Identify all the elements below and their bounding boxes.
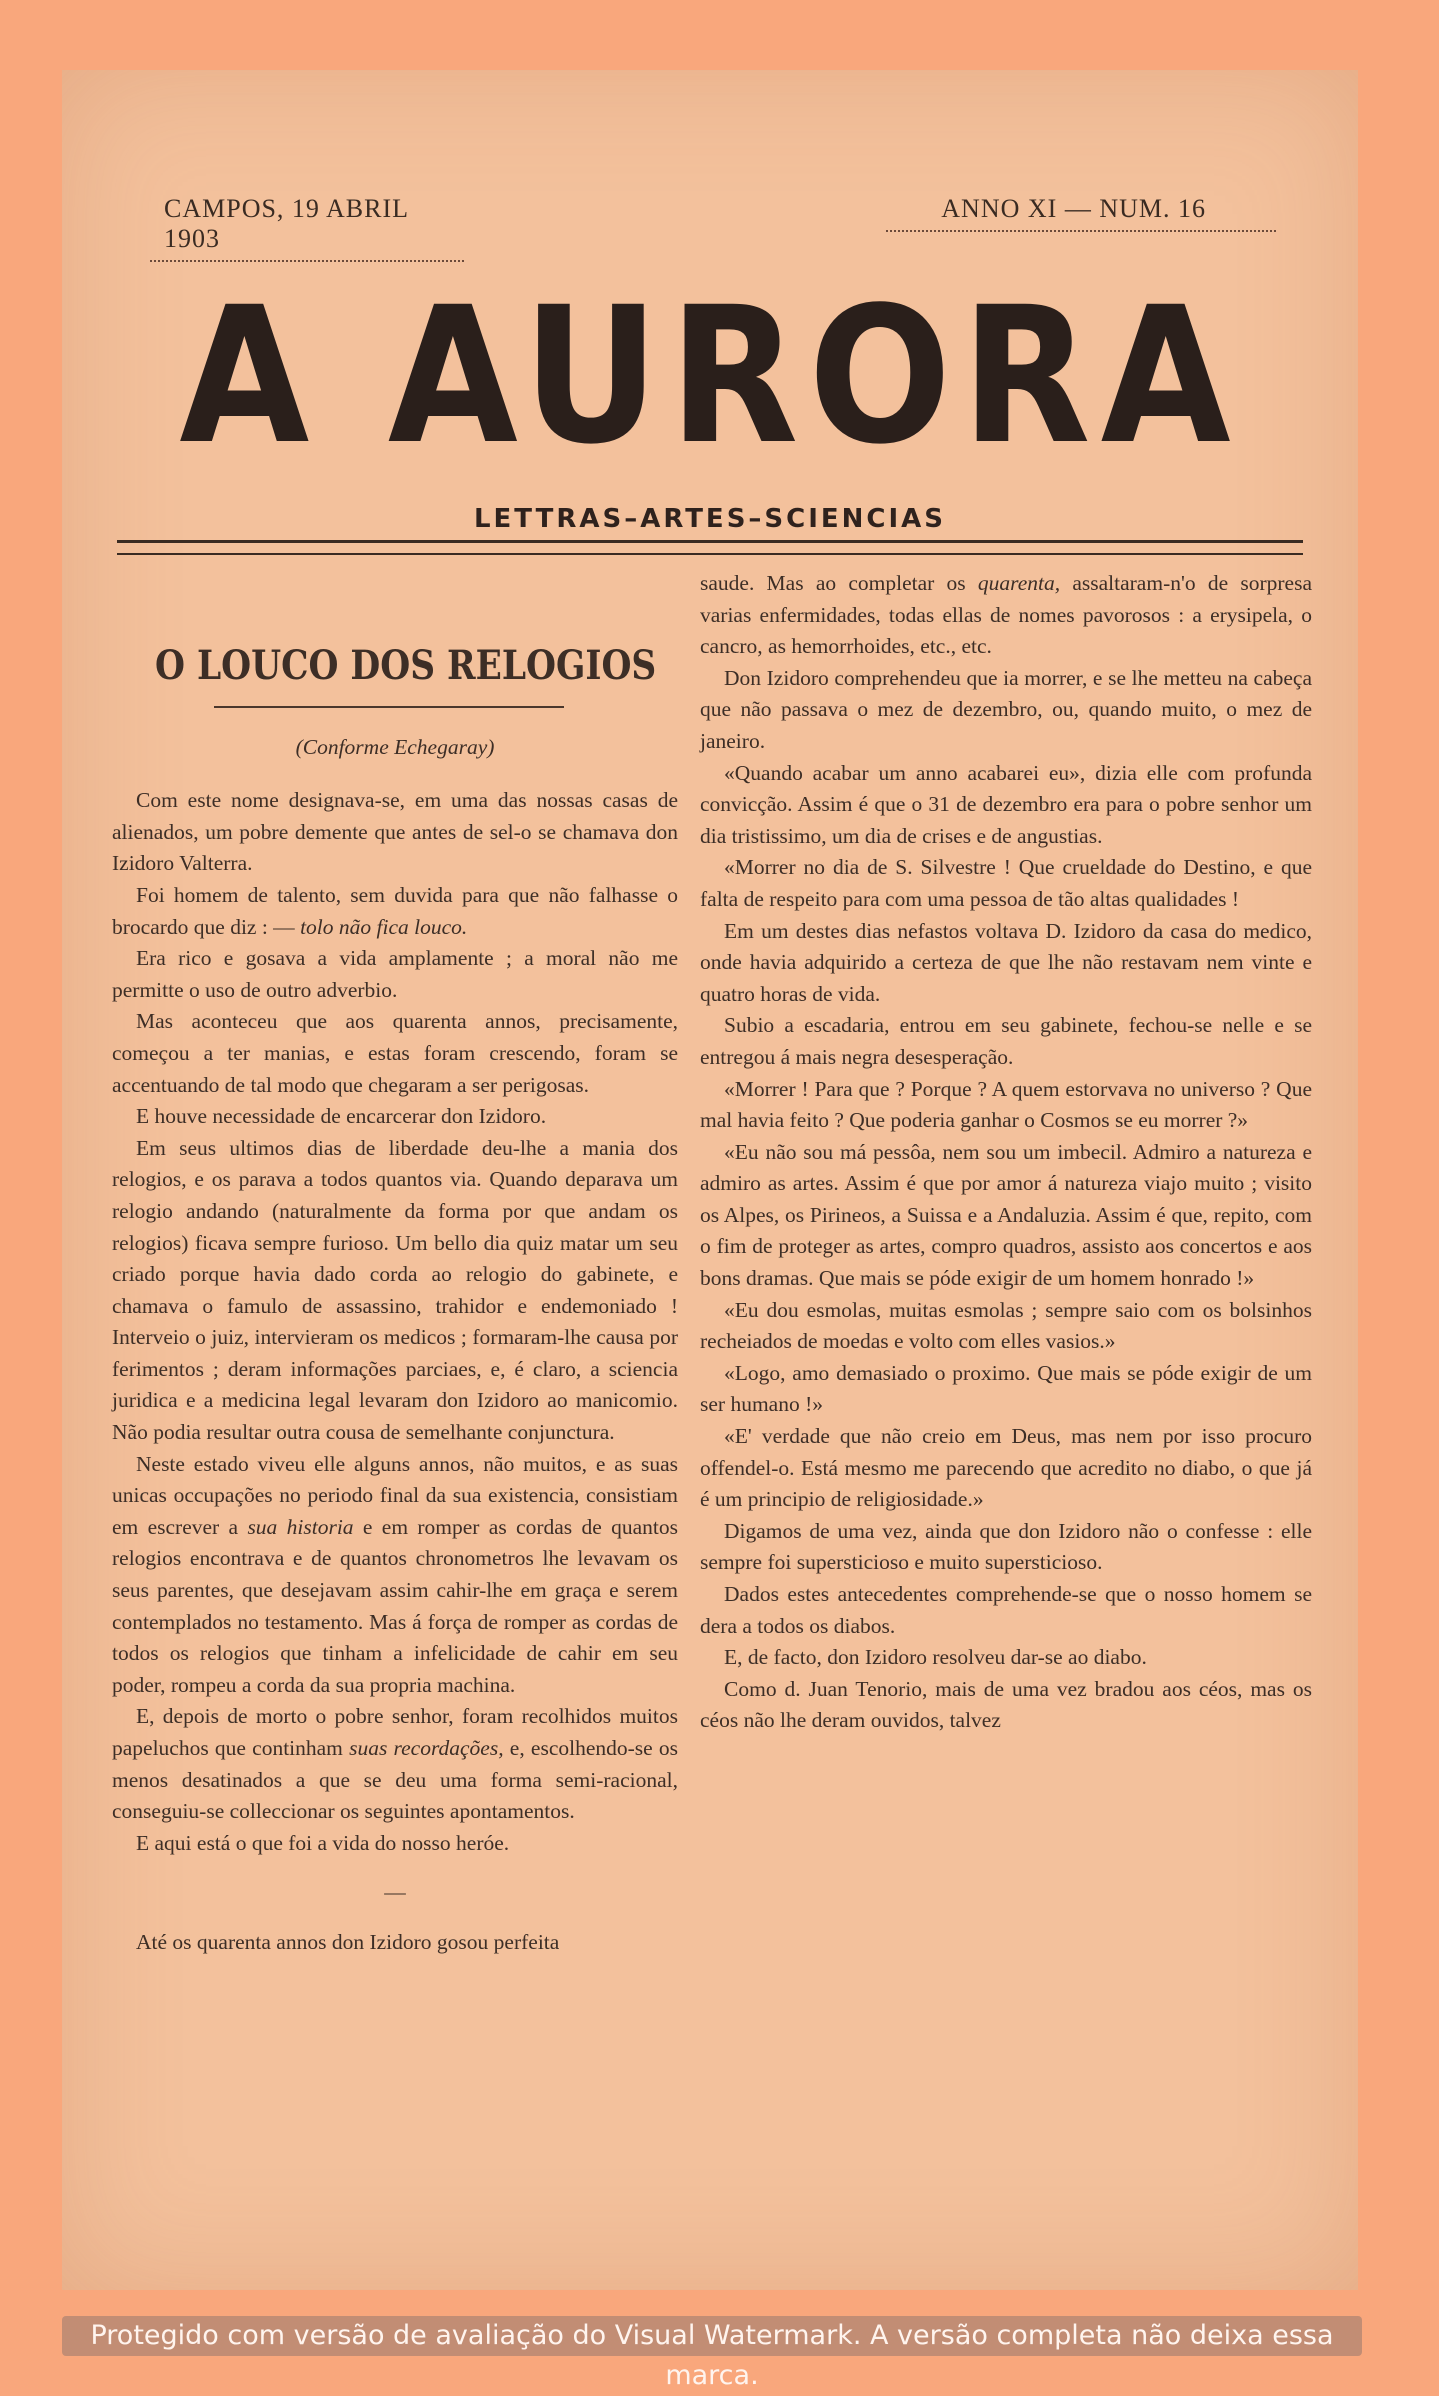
- paragraph: Digamos de uma vez, ainda que don Izidoro não o confesse : elle sempre foi supersticioso e muito supersticioso.: [700, 1518, 1312, 1575]
- masthead-title: A AURORA: [179, 266, 1241, 486]
- paragraph: «E' verdade que não creio em Deus, mas nem por isso procuro offendel-o. Está mesmo me parecendo que acredito no diabo, o que já é um principio de religiosidade.»: [700, 1424, 1312, 1512]
- right-column: [700, 568, 1312, 1737]
- paragraph: Don Izidoro comprehendeu que ia morrer, e se lhe metteu na cabeça que não passava o mez de dezembro, ou, quando muito, o mez de janeiro.: [700, 665, 1312, 753]
- paragraph: E aqui está o que foi a vida do nosso heróe.: [136, 1830, 510, 1855]
- paragraph: Com este nome designava-se, em uma das nossas casas de alienados, um pobre demente que antes de sel-o se chamava don Izidoro Valterra.: [112, 788, 678, 876]
- paragraph: «Eu dou esmolas, muitas esmolas ; sempre saio com os bolsinhos recheiados de moedas e volto com elles vasios.»: [700, 1297, 1312, 1354]
- masthead-subtitle: LETTRAS–ARTES–SCIENCIAS: [473, 504, 947, 534]
- paragraph-text: e em romper as cordas de quantos relogios encontrava e de quantos chronometros lhe levavam os seus parentes, que desejavam assim cahir-lhe em graça e serem contemplados no testamento. Mas á força de romper as cordas de todos os relogios que tinham a infelicidade de cahir em seu poder, rompeu a corda da sua propria machina.: [112, 1514, 679, 1697]
- paragraph: «Quando acabar um anno acabarei eu», dizia elle com profunda convicção. Assim é que o 31 de dezembro era para o pobre senhor um dia tristissimo, um dia de crises e de angustias.: [700, 760, 1312, 848]
- paragraph: «Eu não sou má pessôa, nem sou um imbecil. Admiro a natureza e admiro as artes. Assim é que por amor á natureza viajo muito ; visito os Alpes, os Pirineos, a Suissa e a Andaluzia. Assim é que, repito, com o fim de proteger as artes, compro quadros, assisto aos concertos e aos bons dramas. Que mais se póde exigir de um homem honrado !»: [700, 1139, 1312, 1291]
- newspaper-page: [62, 70, 1358, 2290]
- paragraph: Dados estes antecedentes comprehende-se que o nosso homem se dera a todos os diabos.: [700, 1582, 1312, 1638]
- paragraph-text: assaltaram-n'o de sorpresa varias enfermidades, todas ellas de nomes pavorosos : a erysipela, o cancro, as hemorrhoides, etc., etc.: [700, 571, 1313, 659]
- watermark-banner: Protegido com versão de avaliação do Visual Watermark. A versão completa não deixa essa marca.: [62, 2316, 1362, 2356]
- masthead-rule: [117, 540, 1303, 555]
- paragraph-text: saude. Mas ao completar os: [700, 571, 966, 595]
- italic-phrase: tolo não fica louco.: [300, 914, 468, 939]
- paragraph: Até os quarenta annos don Izidoro gosou perfeita: [136, 1929, 560, 1954]
- dateline-issue: ANNO XI — NUM. 16: [886, 194, 1276, 232]
- italic-phrase: suas recordações,: [349, 1736, 504, 1760]
- article-source: (Conforme Echegaray): [295, 734, 495, 759]
- paragraph: E houve necessidade de encarcerar don Izidoro.: [136, 1104, 547, 1129]
- paragraph: E, de facto, don Izidoro resolveu dar-se ao diabo.: [724, 1645, 1147, 1670]
- paragraph: [112, 880, 678, 943]
- paragraph: Mas aconteceu que aos quarenta annos, precisamente, começou a ter manias, e estas foram crescendo, foram se accentuando de tal modo que chegaram a ser perigosas.: [112, 1009, 678, 1097]
- paragraph: [112, 1449, 678, 1702]
- paragraph: «Logo, amo demasiado o proximo. Que mais se póde exigir de um ser humano !»: [700, 1360, 1312, 1417]
- paragraph-text: Foi homem de talento, sem duvida para que não falhasse o brocardo que diz : —: [112, 882, 678, 939]
- section-separator: —: [384, 1880, 406, 1905]
- paragraph: Em um destes dias nefastos voltava D. Izidoro da casa do medico, onde havia adquirido a certeza de que lhe não restavam nem vinte e quatro horas de vida.: [700, 918, 1312, 1006]
- paragraph-text: e, escolhendo-se os menos desatinados a que se deu uma forma semi-racional, conseguiu-se colleccionar os seguintes apontamentos.: [112, 1736, 679, 1824]
- paragraph: [112, 1701, 678, 1827]
- paragraph: «Morrer ! Para que ? Porque ? A quem estorvava no universo ? Que mal havia feito ? Que poderia ganhar o Cosmos se eu morrer ?»: [700, 1076, 1312, 1133]
- paragraph: Como d. Juan Tenorio, mais de uma vez bradou aos céos, mas os céos não lhe deram ouvidos, talvez: [700, 1676, 1312, 1733]
- paragraph: «Morrer no dia de S. Silvestre ! Que crueldade do Destino, e que falta de respeito para com uma pessoa de tão altas qualidades !: [700, 855, 1312, 911]
- left-column: [112, 568, 678, 1959]
- paragraph: [700, 568, 1312, 663]
- italic-phrase: quarenta,: [977, 571, 1061, 595]
- dateline: [150, 194, 1276, 253]
- dateline-date: CAMPOS, 19 ABRIL 1903: [150, 194, 464, 262]
- paragraph-text: Neste estado viveu elle alguns annos, não muitos, e as suas unicas occupações no periodo final da sua existencia, consistiam em escrever a: [112, 1451, 678, 1539]
- paragraph: Subio a escadaria, entrou em seu gabinete, fechou-se nelle e se entregou á mais negra desesperação.: [700, 1013, 1312, 1069]
- article-title: O LOUCO DOS RELOGIOS: [155, 642, 657, 689]
- paragraph: Era rico e gosava a vida amplamente ; a moral não me permitte o uso de outro adverbio.: [112, 946, 678, 1002]
- paragraph-text: E, depois de morto o pobre senhor, foram recolhidos muitos papeluchos que continham: [112, 1704, 678, 1760]
- paragraph: Em seus ultimos dias de liberdade deu-lhe a mania dos relogios, e os parava a todos quantos via. Quando deparava um relogio andando (naturalmente da forma por que andam os relogios) ficava sempre furioso. Um bello dia quiz matar um seu criado porque havia dado corda ao relogio do gabinete, e chamava o famulo de assassino, trahidor e endemoniado ! Interveio o juiz, intervieram os medicos ; formaram-lhe causa por ferimentos ; deram informações parciaes, e, é claro, a sciencia juridica e a medicina legal levaram don Izidoro ao manicomio. Não podia resultar outra cousa de semelhante conjunctura.: [112, 1135, 678, 1445]
- italic-phrase: sua historia: [247, 1514, 354, 1539]
- title-rule: [214, 706, 564, 708]
